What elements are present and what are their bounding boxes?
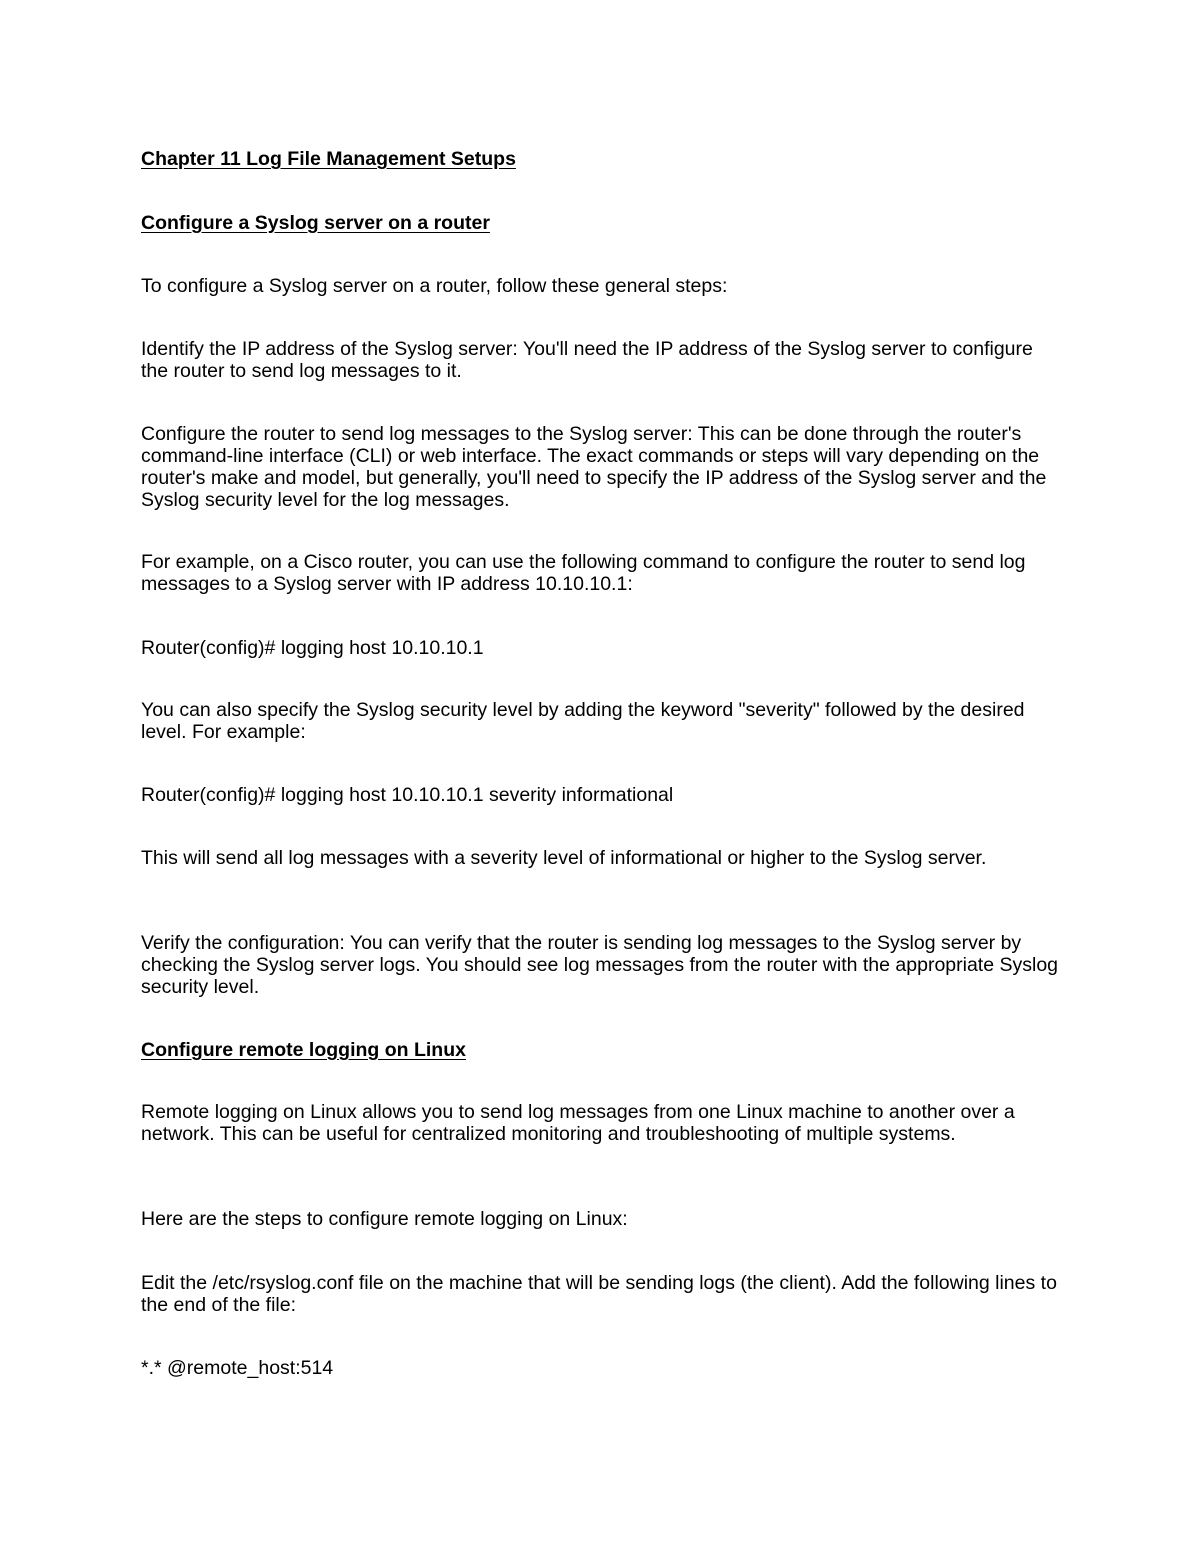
paragraph-identify-ip: Identify the IP address of the Syslog server: You'll need the IP address of the Syslog server to configure the router to send log messages to it. <box>141 338 1033 382</box>
chapter-title: Chapter 11 Log File Management Setups <box>141 148 516 170</box>
paragraph-remote-logging: Remote logging on Linux allows you to send log messages from one Linux machine to another over a network. This can be useful for centralized monitoring and troubleshooting of multiple systems. <box>141 1101 1015 1145</box>
paragraph-cisco-example: For example, on a Cisco router, you can use the following command to configure the router to send log messages to a Syslog server with IP address 10.10.10.1: <box>141 551 1026 595</box>
section-heading-remote-linux: Configure remote logging on Linux <box>141 1039 466 1061</box>
paragraph-verify: Verify the configuration: You can verify that the router is sending log messages to the Syslog server by checking the Syslog server logs. You should see log messages from the router with the appropriate Syslog security level. <box>141 932 1059 998</box>
paragraph-configure-router: Configure the router to send log messages to the Syslog server: This can be done through the router's command-line interface (CLI) or web interface. The exact commands or steps will vary depending on the router's make and model, but generally, you'll need to specify the IP address of the Syslog server and the Syslog security level for the log messages. <box>141 423 1047 511</box>
command-remote-host: *.* @remote_host:514 <box>141 1357 334 1379</box>
section-heading-syslog-router: Configure a Syslog server on a router <box>141 212 490 234</box>
command-logging-host: Router(config)# logging host 10.10.10.1 <box>141 637 484 659</box>
paragraph-edit-rsyslog: Edit the /etc/rsyslog.conf file on the machine that will be sending logs (the client). Add the following lines to the end of the file: <box>141 1272 1057 1316</box>
paragraph-steps-intro: Here are the steps to configure remote logging on Linux: <box>141 1208 628 1230</box>
paragraph-severity-result: This will send all log messages with a severity level of informational or higher to the Syslog server. <box>141 847 987 869</box>
command-logging-severity: Router(config)# logging host 10.10.10.1 severity informational <box>141 784 674 806</box>
paragraph-intro: To configure a Syslog server on a router, follow these general steps: <box>141 275 728 297</box>
paragraph-severity: You can also specify the Syslog security level by adding the keyword "severity" followed by the desired level. For example: <box>141 699 1025 743</box>
